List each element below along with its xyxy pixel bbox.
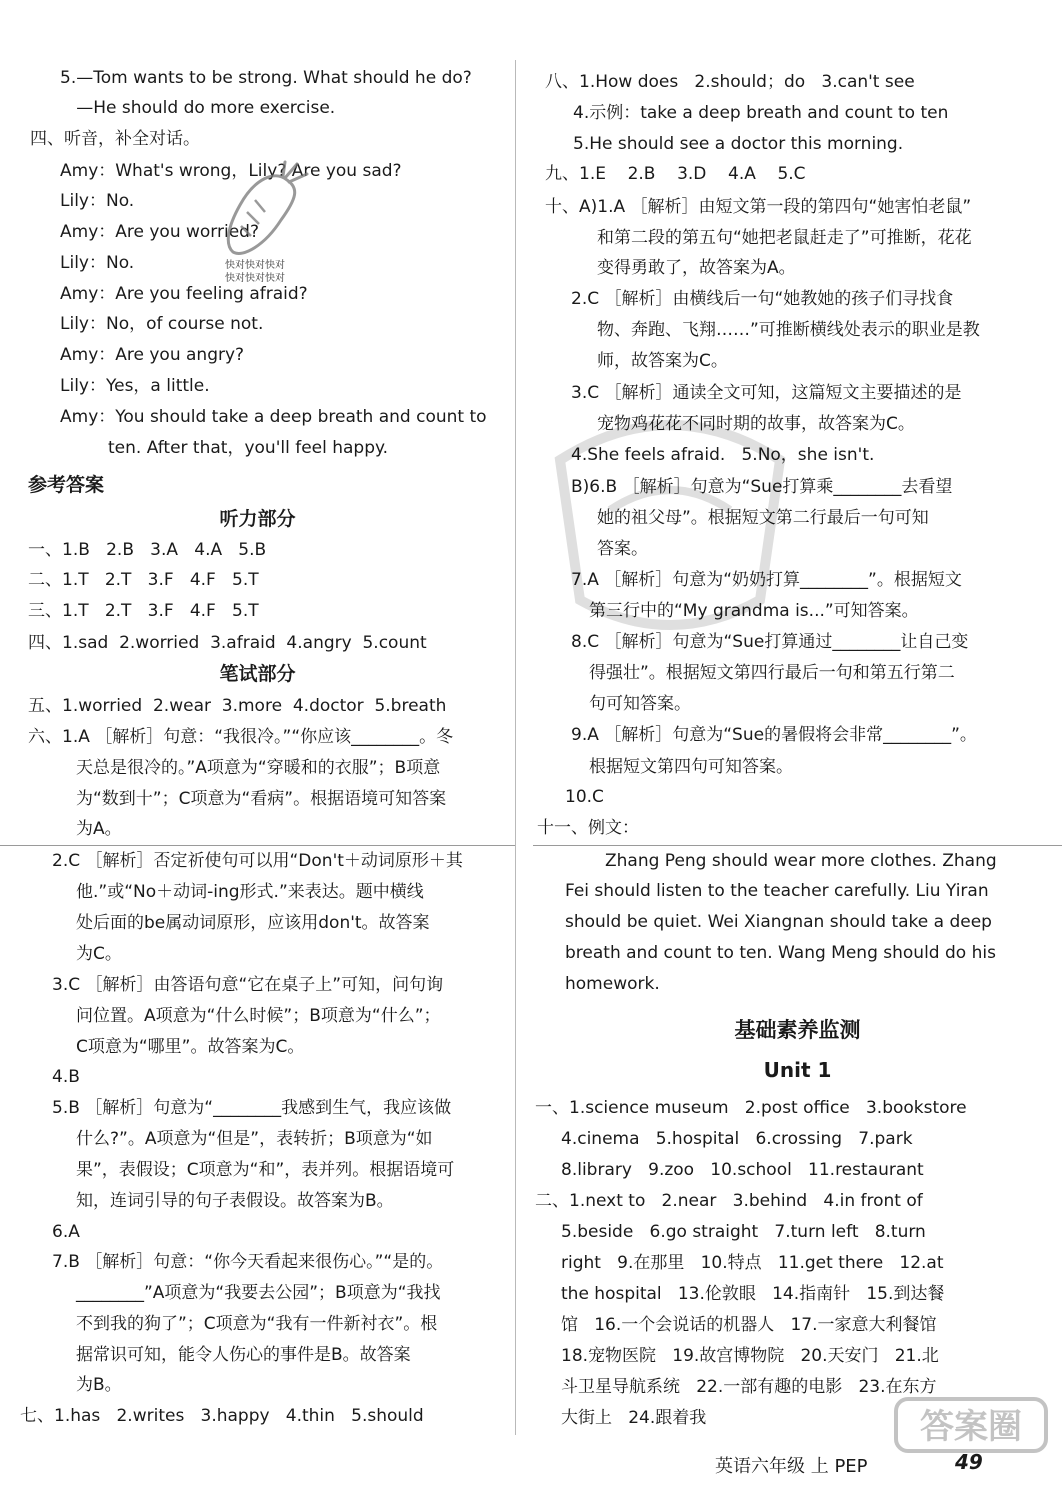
answer-line: 答案。 <box>597 539 648 559</box>
answer-line: 6.A <box>52 1222 80 1242</box>
answer-line: 十一、例文： <box>537 818 639 838</box>
answer-line: 物、奔跑、飞翔……”可推断横线处表示的职业是教 <box>597 320 980 340</box>
writing-heading: 笔试部分 <box>219 663 296 685</box>
answer-line: 8.library 9.zoo 10.school 11.restaurant <box>561 1160 924 1180</box>
answer-line: 和第二段的第五句“她把老鼠赶走了”可推断，花花 <box>597 228 972 248</box>
answer-line: ________”A项意为“我要去公园”；B项意为“我找 <box>76 1283 441 1303</box>
answer-line: 句可知答案。 <box>589 694 691 714</box>
column-divider <box>515 60 516 1435</box>
dialog-line: Amy：What's wrong，Lily? Are you sad? <box>60 161 402 181</box>
dialog-line: Lily：Yes，a little. <box>60 376 210 396</box>
answer-line: B)6.B ［解析］句意为“Sue打算乘________去看望 <box>571 477 953 497</box>
answer-line: 4.示例：take a deep breath and count to ten <box>573 103 949 123</box>
answer-line: right 9.在那里 10.特点 11.get there 12.at <box>561 1253 944 1273</box>
essay-line: Zhang Peng should wear more clothes. Zhang <box>605 851 997 871</box>
dialog-line: ten. After that，you'll feel happy. <box>108 438 389 458</box>
answer-line: 处后面的be属动词原形，应该用don't。故答案 <box>76 913 430 933</box>
dialog-line: Amy：Are you feeling afraid? <box>60 284 308 304</box>
answer-line: 一、1.science museum 2.post office 3.bookstore <box>535 1098 967 1118</box>
answer-line: 据常识可知，能令人伤心的事件是B。故答案 <box>76 1345 411 1365</box>
essay-line: breath and count to ten. Wang Meng should do his <box>565 943 996 963</box>
answer-line: 师，故答案为C。 <box>597 351 728 371</box>
answer-line: 8.C ［解析］句意为“Sue打算通过________让自己变 <box>571 632 969 652</box>
answer-line: 2.C ［解析］否定祈使句可以用“Don't＋动词原形＋其 <box>52 851 463 871</box>
listening-heading: 听力部分 <box>219 508 296 530</box>
answer-line: 为C。 <box>76 944 122 964</box>
answer-line: 大街上 24.跟着我 <box>561 1408 707 1428</box>
answer-line: 变得勇敢了，故答案为A。 <box>597 258 796 278</box>
dialog-line: Lily：No. <box>60 191 135 211</box>
section-heading: 四、听音，补全对话。 <box>30 129 200 149</box>
answer-line: 5.beside 6.go straight 7.turn left 8.turn <box>561 1222 926 1242</box>
answer-line: 十、A)1.A ［解析］由短文第一段的第四句“她害怕老鼠” <box>545 197 972 217</box>
answer-line: 为“数到十”；C项意为“看病”。根据语境可知答案 <box>76 789 447 809</box>
answer-line: 7.B ［解析］句意：“你今天看起来很伤心。”“是的。 <box>52 1252 444 1272</box>
answer-line: 3.C ［解析］通读全文可知，这篇短文主要描述的是 <box>571 383 962 403</box>
answer-line: 果”，表假设；C项意为“和”，表并列。根据语境可 <box>76 1160 455 1180</box>
essay-line: should be quiet. Wei Xiangnan should take a deep <box>565 912 992 932</box>
answer-line: 4.B <box>52 1067 80 1087</box>
essay-line: homework. <box>565 974 660 994</box>
footer-label: 英语六年级 上 PEP <box>715 1456 868 1477</box>
answer-line: 他.”或“No＋动词-ing形式.”来表达。题中横线 <box>76 882 424 902</box>
answer-line: 3.C ［解析］由答语句意“它在桌子上”可知，问句询 <box>52 975 444 995</box>
answer-line: 一、1.B 2.B 3.A 4.A 5.B <box>28 540 267 560</box>
answer-line: 4.She feels afraid. 5.No，she isn't. <box>571 445 875 465</box>
answer-line: 八、1.How does 2.should；do 3.can't see <box>545 72 915 92</box>
page-number: 49 <box>955 1450 983 1474</box>
answer-line: 六、1.A ［解析］句意：“我很冷。”“你应该________。冬 <box>28 727 454 747</box>
answer-line: 根据短文第四句可知答案。 <box>589 757 793 777</box>
answers-heading: 参考答案 <box>28 474 105 496</box>
answer-line: 10.C <box>565 787 604 807</box>
answer-line: 天总是很冷的。”A项意为“穿暖和的衣服”；B项意 <box>76 758 441 778</box>
answer-line: 她的祖父母”。根据短文第二行最后一句可知 <box>597 508 929 528</box>
answer-line: 二、1.T 2.T 3.F 4.F 5.T <box>28 570 259 590</box>
answer-line: 四、1.sad 2.worried 3.afraid 4.angry 5.count <box>28 633 427 653</box>
answer-line: 2.C ［解析］由横线后一句“她教她的孩子们寻找食 <box>571 289 954 309</box>
answer-line: 馆 16.一个会说话的机器人 17.一家意大利餐馆 <box>561 1315 937 1335</box>
dialog-line: Amy：Are you worried? <box>60 222 259 242</box>
unit-title: Unit 1 <box>763 1058 832 1082</box>
answer-line: 18.宠物医院 19.故宫博物院 20.天安门 21.北 <box>561 1346 939 1366</box>
stamp-watermark-icon <box>520 400 820 640</box>
answer-line: 5.He should see a doctor this morning. <box>573 134 904 154</box>
answer-line: 5.B ［解析］句意为“________我感到生气，我应该做 <box>52 1098 452 1118</box>
dialog-line: Amy：You should take a deep breath and count to <box>60 407 487 427</box>
fold-line <box>0 845 515 846</box>
dialog-line: Amy：Are you angry? <box>60 345 245 365</box>
watermark-text: 快对快对快对 <box>225 260 285 271</box>
answer-line: 4.cinema 5.hospital 6.crossing 7.park <box>561 1129 913 1149</box>
dialog-line: Lily：No，of course not. <box>60 314 264 334</box>
fold-line <box>533 845 1062 846</box>
carrot-watermark-icon <box>215 160 310 270</box>
answer-line: 7.A ［解析］句意为“奶奶打算________”。根据短文 <box>571 570 962 590</box>
answer-line: 问位置。A项意为“什么时候”；B项意为“什么”； <box>76 1006 441 1026</box>
answer-line: 第三行中的“My grandma is...”可知答案。 <box>589 601 919 621</box>
answer-line: C项意为“哪里”。故答案为C。 <box>76 1037 305 1057</box>
answer-line: 不到我的狗了”；C项意为“我有一件新衬衣”。根 <box>76 1314 438 1334</box>
answer-line: 二、1.next to 2.near 3.behind 4.in front of <box>535 1191 923 1211</box>
text-line: —He should do more exercise. <box>60 98 336 118</box>
answer-line: 知，连词引导的句子表假设。故答案为B。 <box>76 1191 394 1211</box>
essay-line: Fei should listen to the teacher carefully. Liu Yiran <box>565 881 989 901</box>
site-logo-icon <box>890 1395 1050 1480</box>
answer-line: 什么?”。A项意为“但是”，表转折；B项意为“如 <box>76 1129 433 1149</box>
dialog-line: Lily：No. <box>60 253 135 273</box>
answer-line: 五、1.worried 2.wear 3.more 4.doctor 5.breath <box>28 696 447 716</box>
answer-line: 九、1.E 2.B 3.D 4.A 5.C <box>545 164 806 184</box>
answer-line: 七、1.has 2.writes 3.happy 4.thin 5.should <box>20 1406 424 1426</box>
watermark-text: 快对快对快对 <box>225 273 285 284</box>
answer-line: 斗卫星导航系统 22.一部有趣的电影 23.在东方 <box>561 1377 937 1397</box>
answer-line: 得强壮”。根据短文第四行最后一句和第五行第二 <box>589 663 955 683</box>
logo-text: 答案圈 <box>920 1407 1022 1447</box>
answer-line: 9.A ［解析］句意为“Sue的暑假将会非常________”。 <box>571 725 977 745</box>
answer-line: 为B。 <box>76 1375 122 1395</box>
answer-line: 为A。 <box>76 819 122 839</box>
answer-line: the hospital 13.伦敦眼 14.指南针 15.到达餐 <box>561 1284 945 1304</box>
section-title: 基础素养监测 <box>734 1018 861 1042</box>
answer-line: 三、1.T 2.T 3.F 4.F 5.T <box>28 601 259 621</box>
text-line: 5.—Tom wants to be strong. What should he do? <box>60 68 472 88</box>
answer-line: 宠物鸡花花不同时期的故事，故答案为C。 <box>597 414 915 434</box>
